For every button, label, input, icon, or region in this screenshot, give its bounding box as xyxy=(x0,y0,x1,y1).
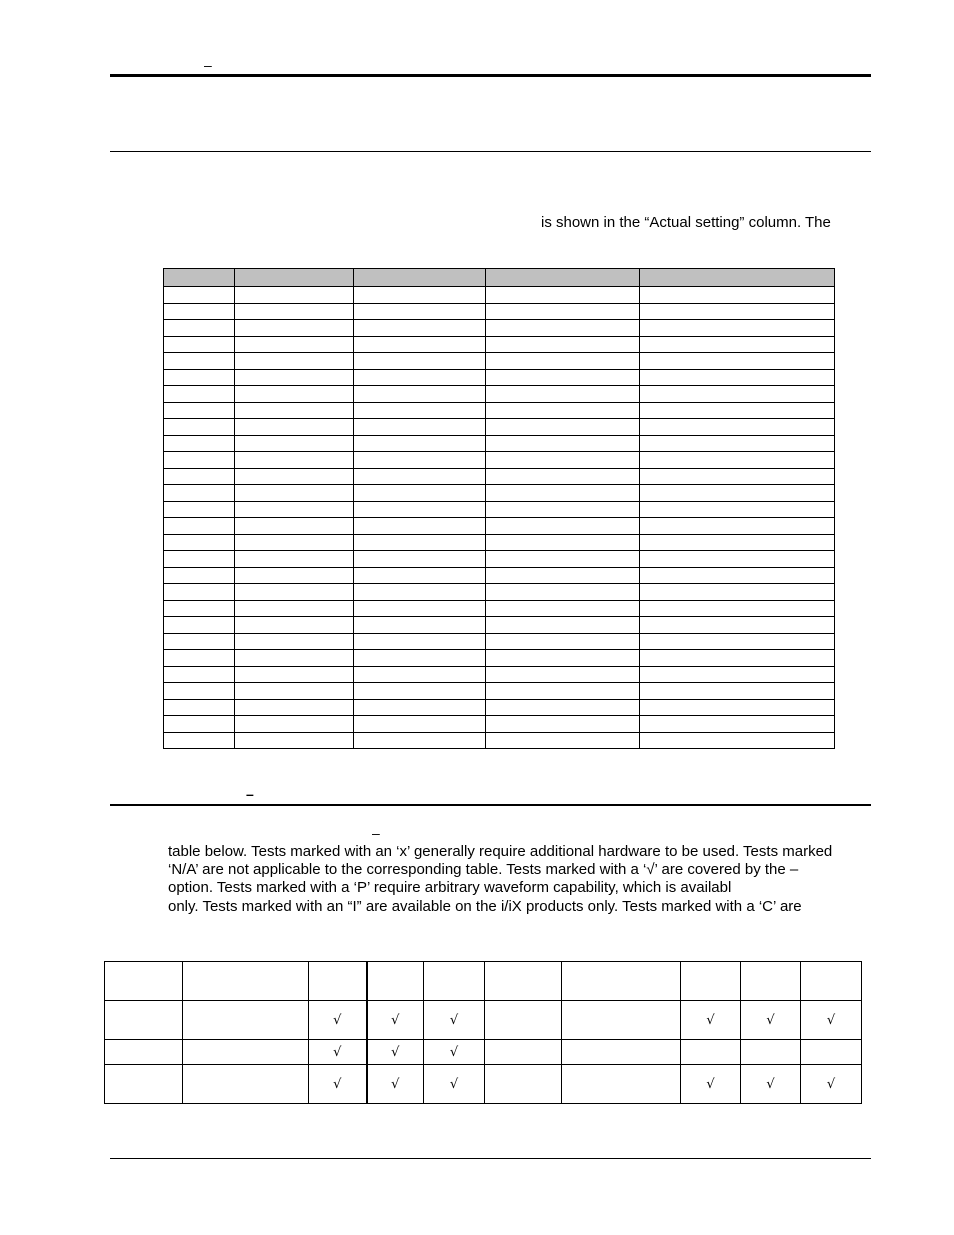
settings-cell xyxy=(486,419,640,436)
settings-table-row xyxy=(164,369,835,386)
settings-table-row xyxy=(164,386,835,403)
settings-cell xyxy=(354,732,486,749)
settings-header-cell xyxy=(164,269,235,287)
settings-cell xyxy=(486,699,640,716)
test-header-cell xyxy=(309,962,367,1001)
settings-cell xyxy=(164,600,235,617)
settings-cell xyxy=(164,617,235,634)
settings-cell xyxy=(486,468,640,485)
settings-cell xyxy=(164,485,235,502)
settings-cell xyxy=(640,650,835,667)
settings-cell xyxy=(235,551,354,568)
settings-cell xyxy=(354,650,486,667)
settings-cell xyxy=(486,435,640,452)
settings-cell xyxy=(486,452,640,469)
test-cell: √ xyxy=(367,1001,424,1040)
settings-cell xyxy=(354,518,486,535)
settings-cell xyxy=(235,732,354,749)
section-b-line-2: ‘N/A’ are not applicable to the corresponding table. Tests marked with a ‘√’ are covered by the – xyxy=(168,861,799,878)
settings-cell xyxy=(235,336,354,353)
settings-cell xyxy=(164,650,235,667)
settings-cell xyxy=(354,303,486,320)
test-header-cell xyxy=(105,962,183,1001)
test-cell: √ xyxy=(681,1065,741,1104)
settings-cell xyxy=(486,353,640,370)
test-cell xyxy=(562,1040,681,1065)
test-cell xyxy=(183,1040,309,1065)
settings-cell xyxy=(640,633,835,650)
settings-cell xyxy=(354,419,486,436)
settings-cell xyxy=(640,485,835,502)
settings-header-cell xyxy=(235,269,354,287)
settings-cell xyxy=(235,303,354,320)
settings-cell xyxy=(235,287,354,304)
settings-cell xyxy=(354,633,486,650)
settings-cell xyxy=(164,402,235,419)
settings-cell xyxy=(164,320,235,337)
settings-cell xyxy=(164,584,235,601)
settings-cell xyxy=(235,666,354,683)
settings-table-row xyxy=(164,584,835,601)
settings-cell xyxy=(164,699,235,716)
settings-cell xyxy=(486,287,640,304)
test-header-cell xyxy=(367,962,424,1001)
settings-header-cell xyxy=(640,269,835,287)
settings-cell xyxy=(486,567,640,584)
settings-table-row xyxy=(164,617,835,634)
settings-cell xyxy=(354,336,486,353)
section-a-intro: is shown in the “Actual setting” column. The xyxy=(541,214,831,231)
settings-cell xyxy=(640,518,835,535)
settings-cell xyxy=(235,320,354,337)
settings-cell xyxy=(354,468,486,485)
settings-cell xyxy=(235,485,354,502)
settings-table-row xyxy=(164,336,835,353)
settings-cell xyxy=(486,402,640,419)
settings-header-cell xyxy=(486,269,640,287)
settings-cell xyxy=(235,468,354,485)
settings-cell xyxy=(486,518,640,535)
settings-table-header xyxy=(164,269,835,287)
settings-table-row xyxy=(164,732,835,749)
settings-cell xyxy=(164,303,235,320)
settings-cell xyxy=(354,402,486,419)
settings-cell xyxy=(235,584,354,601)
test-cell xyxy=(562,1065,681,1104)
settings-cell xyxy=(235,683,354,700)
test-cell: √ xyxy=(309,1040,367,1065)
test-cell xyxy=(183,1001,309,1040)
test-cell xyxy=(105,1065,183,1104)
settings-cell xyxy=(640,600,835,617)
section-b-line-4: only. Tests marked with an “I” are available on the i/iX products only. Tests marked with a ‘C’ are xyxy=(168,898,802,915)
settings-cell xyxy=(235,369,354,386)
settings-cell xyxy=(640,452,835,469)
test-cell xyxy=(562,1001,681,1040)
test-table-row xyxy=(105,1001,862,1040)
settings-cell xyxy=(640,617,835,634)
settings-cell xyxy=(235,633,354,650)
settings-table-row xyxy=(164,485,835,502)
settings-cell xyxy=(164,435,235,452)
settings-cell xyxy=(354,683,486,700)
test-header-cell xyxy=(801,962,862,1001)
settings-cell xyxy=(235,650,354,667)
settings-cell xyxy=(164,633,235,650)
settings-table-row xyxy=(164,435,835,452)
settings-cell xyxy=(640,716,835,733)
settings-cell xyxy=(354,666,486,683)
settings-table-row xyxy=(164,287,835,304)
settings-cell xyxy=(164,666,235,683)
test-cell: √ xyxy=(367,1065,424,1104)
settings-cell xyxy=(354,452,486,469)
section-b-line-3: option. Tests marked with a ‘P’ require arbitrary waveform capability, which is availabl xyxy=(168,879,732,896)
settings-cell xyxy=(235,534,354,551)
settings-table-row xyxy=(164,452,835,469)
test-cell xyxy=(485,1040,562,1065)
settings-cell xyxy=(486,650,640,667)
settings-cell xyxy=(640,402,835,419)
test-header-cell xyxy=(562,962,681,1001)
section-b-line-0: – xyxy=(372,825,380,841)
settings-cell xyxy=(235,419,354,436)
settings-cell xyxy=(235,501,354,518)
header-dash: – xyxy=(204,57,212,73)
settings-cell xyxy=(640,551,835,568)
settings-table-row xyxy=(164,633,835,650)
settings-cell xyxy=(354,485,486,502)
settings-cell xyxy=(164,732,235,749)
header-rule xyxy=(110,74,871,77)
settings-cell xyxy=(354,386,486,403)
test-cell: √ xyxy=(741,1065,801,1104)
settings-cell xyxy=(486,732,640,749)
settings-table-row xyxy=(164,683,835,700)
section-a-rule xyxy=(110,151,871,152)
settings-table xyxy=(163,268,835,749)
settings-cell xyxy=(164,518,235,535)
settings-cell xyxy=(235,567,354,584)
settings-cell xyxy=(354,551,486,568)
test-table-row xyxy=(105,1040,862,1065)
settings-cell xyxy=(235,600,354,617)
test-cell xyxy=(681,1040,741,1065)
settings-table-row xyxy=(164,650,835,667)
test-cell: √ xyxy=(801,1001,862,1040)
settings-cell xyxy=(235,518,354,535)
settings-cell xyxy=(486,633,640,650)
settings-table-row xyxy=(164,402,835,419)
test-header-cell xyxy=(424,962,485,1001)
test-cell: √ xyxy=(741,1001,801,1040)
test-cell: √ xyxy=(424,1001,485,1040)
test-header-cell xyxy=(741,962,801,1001)
settings-cell xyxy=(354,584,486,601)
settings-header-cell xyxy=(354,269,486,287)
settings-cell xyxy=(235,716,354,733)
settings-cell xyxy=(640,386,835,403)
settings-cell xyxy=(164,419,235,436)
settings-cell xyxy=(164,369,235,386)
settings-cell xyxy=(486,485,640,502)
settings-cell xyxy=(640,699,835,716)
settings-cell xyxy=(486,336,640,353)
test-cell: √ xyxy=(367,1040,424,1065)
settings-table-row xyxy=(164,468,835,485)
settings-table-body xyxy=(164,287,835,749)
settings-table-row xyxy=(164,666,835,683)
settings-cell xyxy=(354,287,486,304)
settings-cell xyxy=(164,534,235,551)
section-b-line-1: table below. Tests marked with an ‘x’ generally require additional hardware to be used. Tests marked xyxy=(168,843,833,860)
test-header-cell xyxy=(183,962,309,1001)
test-cell: √ xyxy=(424,1040,485,1065)
settings-cell xyxy=(164,287,235,304)
settings-cell xyxy=(486,600,640,617)
settings-cell xyxy=(354,369,486,386)
settings-cell xyxy=(354,699,486,716)
settings-cell xyxy=(486,683,640,700)
test-cell xyxy=(741,1040,801,1065)
settings-cell xyxy=(164,501,235,518)
settings-table-row xyxy=(164,501,835,518)
settings-cell xyxy=(164,353,235,370)
settings-cell xyxy=(486,386,640,403)
settings-cell xyxy=(486,551,640,568)
settings-cell xyxy=(486,666,640,683)
section-b-heading-dash: – xyxy=(246,786,254,802)
settings-cell xyxy=(354,617,486,634)
test-cell xyxy=(801,1040,862,1065)
settings-cell xyxy=(640,683,835,700)
settings-table-row xyxy=(164,551,835,568)
settings-cell xyxy=(235,699,354,716)
settings-cell xyxy=(235,402,354,419)
footer-rule xyxy=(110,1158,871,1159)
test-cell: √ xyxy=(681,1001,741,1040)
test-cell xyxy=(105,1040,183,1065)
test-cell: √ xyxy=(309,1065,367,1104)
settings-cell xyxy=(164,468,235,485)
settings-table-row xyxy=(164,320,835,337)
settings-cell xyxy=(640,468,835,485)
settings-table-row xyxy=(164,567,835,584)
test-header-cell xyxy=(681,962,741,1001)
test-cell: √ xyxy=(801,1065,862,1104)
settings-cell xyxy=(640,584,835,601)
test-cell xyxy=(105,1001,183,1040)
settings-cell xyxy=(640,320,835,337)
settings-cell xyxy=(640,303,835,320)
test-matrix-table xyxy=(104,961,862,1104)
settings-cell xyxy=(486,716,640,733)
settings-cell xyxy=(235,353,354,370)
settings-cell xyxy=(354,435,486,452)
settings-cell xyxy=(486,584,640,601)
settings-cell xyxy=(640,353,835,370)
settings-table-row xyxy=(164,518,835,535)
settings-cell xyxy=(640,435,835,452)
settings-cell xyxy=(164,551,235,568)
settings-cell xyxy=(164,386,235,403)
settings-table-row xyxy=(164,534,835,551)
settings-cell xyxy=(486,617,640,634)
settings-cell xyxy=(486,534,640,551)
settings-cell xyxy=(164,567,235,584)
settings-cell xyxy=(354,534,486,551)
settings-cell xyxy=(235,435,354,452)
settings-cell xyxy=(354,353,486,370)
settings-cell xyxy=(640,287,835,304)
settings-cell xyxy=(640,732,835,749)
settings-cell xyxy=(164,336,235,353)
settings-cell xyxy=(235,386,354,403)
settings-cell xyxy=(164,452,235,469)
settings-cell xyxy=(354,716,486,733)
settings-cell xyxy=(640,369,835,386)
test-cell: √ xyxy=(309,1001,367,1040)
settings-table-row xyxy=(164,303,835,320)
settings-table-row xyxy=(164,699,835,716)
settings-cell xyxy=(486,320,640,337)
settings-cell xyxy=(164,716,235,733)
settings-cell xyxy=(235,617,354,634)
settings-cell xyxy=(354,567,486,584)
settings-table-row xyxy=(164,353,835,370)
settings-cell xyxy=(640,567,835,584)
test-cell xyxy=(485,1065,562,1104)
test-header-cell xyxy=(485,962,562,1001)
test-table-row xyxy=(105,1065,862,1104)
settings-cell xyxy=(640,501,835,518)
settings-cell xyxy=(640,666,835,683)
settings-cell xyxy=(640,534,835,551)
settings-cell xyxy=(640,336,835,353)
settings-table-row xyxy=(164,716,835,733)
settings-cell xyxy=(486,369,640,386)
settings-cell xyxy=(354,501,486,518)
test-cell xyxy=(485,1001,562,1040)
settings-cell xyxy=(164,683,235,700)
settings-table-row xyxy=(164,419,835,436)
settings-cell xyxy=(354,600,486,617)
settings-cell xyxy=(486,501,640,518)
settings-cell xyxy=(640,419,835,436)
settings-cell xyxy=(235,452,354,469)
settings-cell xyxy=(486,303,640,320)
section-b-rule xyxy=(110,804,871,806)
test-table-header xyxy=(105,962,862,1001)
settings-cell xyxy=(354,320,486,337)
test-cell xyxy=(183,1065,309,1104)
test-cell: √ xyxy=(424,1065,485,1104)
settings-table-row xyxy=(164,600,835,617)
